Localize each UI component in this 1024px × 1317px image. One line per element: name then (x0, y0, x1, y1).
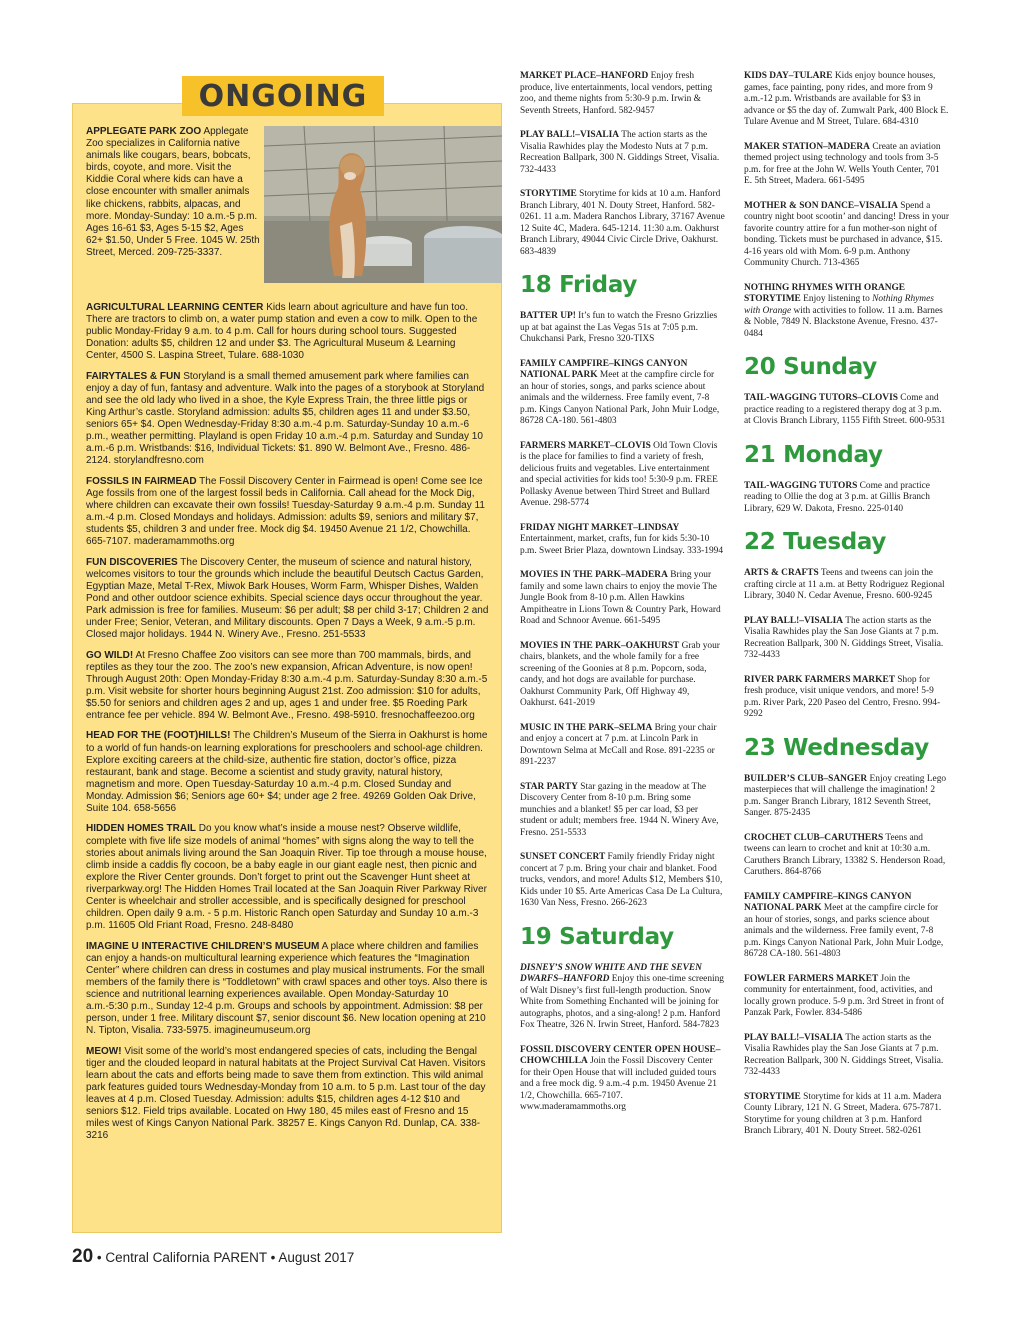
event-item (744, 1033, 949, 1079)
day-heading-friday: 18 Friday (520, 272, 638, 298)
event-body: Enjoy this one-time screening of Walt Disney’s first full-length production. Snow White from Something Enchanted will be joining for autographs, photos, and a sing-along! 2 p.m. Hanford Fox Theatre, 326 N. Irwin Street, Hanford. 584-7823 (520, 974, 724, 1030)
event-item (744, 283, 949, 341)
event-title: STORYTIME (744, 1091, 801, 1102)
event-body: Join the Fossil Discovery Center for their Open House that will included guided tours and a free mock dig. 9 a.m.-4 p.m. 19450 Avenue 21 1/2, Chowchilla. 665-7107. www.maderamammoths.org (520, 1056, 717, 1112)
event-body: Storytime for kids at 11 a.m. Madera County Library, 121 N. G Street, Madera. 675-7871. Storytime for young children at 3 p.m. Hanford Branch Library, 401 N. Douty Street. 582-0261 (744, 1091, 942, 1136)
event-title: FAMILY CAMPFIRE–KINGS CANYON NATIONAL PARK (744, 891, 912, 913)
event-item (520, 189, 725, 258)
event-body: Create an aviation themed project using technology and tools from 3-5 p.m. for free at the John W. Wells Youth Center, 701 E. 5th Street, Madera. 661-5495 (744, 141, 941, 186)
event-item (744, 393, 949, 428)
event-item (520, 852, 725, 910)
event-title: MOTHER & SON DANCE–VISALIA (744, 200, 898, 211)
event-title: STORYTIME (520, 189, 577, 199)
event-item (520, 359, 725, 428)
ongoing-item (86, 1046, 490, 1143)
day-heading-sunday: 20 Sunday (744, 354, 877, 380)
day-heading-saturday: 19 Saturday (520, 923, 674, 950)
event-title: STAR PARTY (520, 781, 578, 792)
event-body: Do you know what’s inside a mouse nest? Observe wildlife, complete with five life size models of animal “homes” with signs along the way to tell the stories about animals living around the San Joaquin River. Tip toe through a mouse house, climb inside a caddis fly cocoon, be a baby eagle in our giant eagle nest, then picnic and explore the River Center grounds. Don’t forget to print out the Scavenger Hunt sheet at riverparkway.org! The Hidden Homes Trail located at the San Joaquin River Parkway River Center is wheelchair and stroller accessible, and is specifically designed for preschool children. Open daily 9 a.m. - 5 p.m. Historic Ranch open Saturday and Sunday 10 a.m.-3 p.m. 11605 Old Friant Road, Fresno. 248-8480 (86, 823, 487, 932)
event-body: The Discovery Center, the museum of science and natural history, welcomes visitors to tour the grounds which include the beautiful Deutsch Cactus Garden, Egyptian Maze, Metal T-Rex, Miwok Bark Houses, Worm Farm, Whisper Dishes, Walden Pond and other outdoor science exhibits. Special science days occur throughout the year. Park admission is free for families. Museum: $6 per adult; $8 per child 3-17; Children 2 and under Free; Senior, Veteran, and Military discounts. Open 7 Days a Week, 9 a.m.-5 p.m. Closed major holidays. 1944 N. Winery Ave., Fresno. 251-5533 (86, 556, 489, 641)
event-item (744, 71, 949, 129)
event-item (520, 523, 725, 558)
calendar-column-2 (520, 71, 725, 1127)
event-title: SUNSET CONCERT (520, 852, 606, 862)
event-title: FAIRYTALES & FUN (86, 370, 181, 382)
event-body: Come and practice reading to Ollie the dog at 3 p.m. at Gillis Branch Library, 629 W. Dakota, Fresno. 225-0140 (744, 480, 930, 514)
event-item (520, 570, 725, 628)
ongoing-item (86, 823, 490, 932)
event-title: KIDS DAY–TULARE (744, 71, 833, 81)
event-title: FOWLER FARMERS MARKET (744, 973, 879, 984)
event-body: Bring your family and some lawn chairs to enjoy the movie The Jungle Book from 8-10 p.m. Allen Hawkins Ampitheatre in Lions Town & Country Park, Howard Road and Schnoor Avenue. 661-5495 (520, 570, 721, 626)
event-body: Join the community for entertainment, food, activities, and locally grown produce. 5-9 p.m. 3rd Street in front of Panzak Park, Fowler. 834-5486 (744, 973, 944, 1018)
event-title: APPLEGATE PARK ZOO (86, 126, 202, 137)
event-title: TAIL-WAGGING TUTORS–CLOVIS (744, 393, 898, 403)
event-body: Applegate Zoo specializes in California native animals like cougars, bears, bobcats, birds, coyote, and more. Visit the Kiddie Coral where kids can have a close encounter with smaller animals like chickens, rabbits, alpacas, and more. Monday-Sunday: 10 a.m.-5 p.m. Ages 16-61 $3, Ages 5-15 $2, Ages 62+ $1.50, Under 5 Free. 1045 W. 25th Street, Merced. 209-725-3337. (86, 126, 260, 258)
event-body: Teens and tweens can learn to crochet and knit at 10:30 a.m. Caruthers Branch Library, 13382 S. Henderson Road, Caruthers. 864-8766 (744, 832, 946, 877)
event-body: Enjoy creating Lego masterpieces that will challenge the imagination! 2 p.m. Sanger Branch Library, 1812 Seventh Street, Sanger. 875-2435 (744, 773, 947, 818)
event-title: FARMERS MARKET–CLOVIS (520, 440, 651, 451)
event-title: BUILDER’S CLUB–SANGER (744, 773, 868, 784)
event-title: MUSIC IN THE PARK–SELMA (520, 722, 653, 733)
event-title: CROCHET CLUB–CARUTHERS (744, 832, 884, 843)
ongoing-item (86, 557, 490, 642)
event-title: MOVIES IN THE PARK–MADERA (520, 570, 668, 580)
event-body: Storyland is a small themed amusement park where families can enjoy a day of fun, fantasy and adventure. Walk into the pages of a storybook at Storyland and see the old lady who lived in a shoe, the Kyle Express Train, the three little pigs or King Arthur’s castle. Storyland admission: adults $5, children ages 11 and under $3.50, seniors 65+ $4. Open Wednesday-Friday 8:30 a.m.-4 p.m. Saturday-Sunday 10 a.m.-6 p.m., weather permitting. Playland is open Friday 10 a.m.-4 p.m. Saturday and Sunday 10 a.m.-6 p.m. Wristbands: $16, Individual Tickets: $1. 890 W. Belmont Ave., Fresno. 486-2124. storylandfresno.com (86, 370, 485, 467)
event-body: Shop for fresh produce, visit unique vendors, and more! 5-9 p.m. River Park, 220 Paseo del Centro, Fresno. 994-9292 (744, 674, 941, 719)
event-title: MOVIES IN THE PARK–OAKHURST (520, 640, 680, 651)
event-body: Kids learn about agriculture and have fun too. There are tractors to climb on, a water pump station and even a cow to milk. Open to the public Monday-Friday 9 a.m. to 4 p.m. Call for hours during school tours. Suggested Donation: adults $5, children 12 and under $3. The Agricultural Museum & Learning Center, 4500 S. Laspina Street, Tulare. 688-1030 (86, 302, 478, 362)
event-title: AGRICULTURAL LEARNING CENTER (86, 302, 264, 313)
event-body: Spend a country night boot scootin’ and dancing! Dress in your favorite country attire for a fun mother-son night of bonding. Tickets must be purchased in advance, $15. 4-16 years old with Mom. 6-9 p.m. Anthony Community Church. 713-4365 (744, 200, 949, 268)
page-footer (72, 1246, 354, 1268)
event-title: MARKET PLACE–HANFORD (520, 71, 649, 81)
page-number: 20 (72, 1246, 94, 1267)
event-body: Enjoy fresh produce, live entertainments, local vendors, petting zoo, and theme nights from 5:30-9 p.m. Irwin & Seventh Streets, Hanford. 582-9457 (520, 71, 713, 116)
event-body: Kids enjoy bounce houses, games, face painting, pony rides, and more from 9 a.m.-12 p.m. Wristbands are available for $3 in advance or $5 the day of. Zumwalt Park, 400 Block E. Tulare Avenue and M Street, Tulare. 684-4310 (744, 71, 949, 127)
event-body: Star gazing in the meadow at The Discovery Center from 8-10 p.m. Bring some munchies and a blanket! $5 per car load, $3 per student or adult; members free. 1944 N. Winery Ave, Fresno. 251-5533 (520, 781, 719, 838)
event-title: FUN DISCOVERIES (86, 556, 178, 568)
event-body: The action starts as the Visalia Rawhides play the San Jose Giants at 7 p.m. Recreation Ballpark, 300 N. Giddings Street, Visalia. 732-4433 (744, 615, 944, 660)
ongoing-item (86, 371, 490, 468)
event-title: PLAY BALL!–VISALIA (744, 1032, 844, 1043)
event-item (744, 616, 949, 662)
ongoing-list (86, 302, 490, 1151)
event-body: Bring your chair and enjoy a concert at 7 p.m. at Lincoln Park in Downtown Selma at McCall and Rose. 891-2235 or 891-2237 (520, 722, 717, 767)
event-title: MEOW! (86, 1045, 122, 1057)
event-body: The Children’s Museum of the Sierra in Oakhurst is home to a world of fun hands-on learning explorations for preschoolers and school-age children. Explore exciting careers at the child-size, authentic fire station, doctor’s office, pizza restaurant, bank and stage. Become a scientist and study gravity, natural history, magnetism and more. Open Tuesday-Saturday 10 a.m.-4 p.m. Closed Sunday and Monday. Admission $6; Seniors age 60+ $4; under age 2 free. 49269 Golden Oak Drive, Suite 104. 658-5656 (86, 730, 488, 815)
cougar-photo (264, 126, 502, 283)
event-item (744, 142, 949, 188)
event-body: Visit some of the world’s most endangered species of cats, including the Bengal tiger and the clouded leopard in natural habitats at the Project Survival Cat Haven. Visitors learn about the cats and efforts being made to save them from extinction. This wild animal park features guided tours Wednesday-Monday from 10 a.m. to 5 p.m. Last tour of the day leaves at 4 p.m. Closed Tuesday. Admission: adults $15, children ages 4-12 $10 and seniors $12. Field trips available. Located on Hwy 180, 45 miles east of Fresno and 15 miles west of Kings Canyon National Park. 38257 E. Kings Canyon Rd. Dunlap, CA. 338-3216 (86, 1045, 486, 1142)
ongoing-item (86, 302, 490, 362)
event-title: FOSSIL DISCOVERY CENTER OPEN HOUSE–CHOWCHILLA (520, 1044, 721, 1066)
event-title: DISNEY’S SNOW WHITE AND THE SEVEN DWARFS–HANFORD (520, 962, 702, 984)
event-body: with activities to follow. 11 a.m. Barnes & Noble, 7849 N. Blackstone Avenue, Fresno. 437-0484 (744, 305, 943, 339)
footer-text: • Central California PARENT • August 2017 (93, 1250, 355, 1265)
ongoing-item-applegate (86, 126, 260, 259)
event-item (744, 481, 949, 516)
event-item (744, 675, 949, 721)
event-body: Old Town Clovis is the place for families to find a variety of fresh, delicious fruits and vegetables. Live entertainment and special activities for kids too! 5:30-9 p.m. FREE Pollasky Avenue between Third Street and Bullard Avenue. 298-5774 (520, 440, 718, 508)
event-body: Teens and tweens can join the crafting circle at 11 a.m. at Betty Rodriguez Regional Library, 3040 N. Cedar Avenue, Fresno. 600-9245 (744, 568, 945, 601)
event-body: Meet at the campfire circle for an hour of stories, songs, and parks science about animals and the wilderness. Free family event, 7-8 p.m. Kings Canyon National Park, John Muir Lodge, 86728 CA-180. 561-4803 (744, 903, 944, 959)
ongoing-item (86, 941, 490, 1038)
calendar-column-3 (744, 71, 949, 1151)
event-item (744, 774, 949, 820)
event-title: MAKER STATION–MADERA (744, 141, 870, 152)
event-body: The action starts as the Visalia Rawhides play the Modesto Nuts at 7 p.m. Recreation Ballpark, 300 N. Giddings Street, Visalia. 732-4433 (520, 130, 720, 175)
event-body-pre: Enjoy listening to (803, 294, 873, 304)
event-title: TAIL-WAGGING TUTORS (744, 480, 858, 491)
day-heading-tuesday: 22 Tuesday (744, 529, 887, 555)
event-item (520, 782, 725, 840)
event-title: PLAY BALL!–VISALIA (744, 615, 844, 626)
event-title: RIVER PARK FARMERS MARKET (744, 674, 895, 685)
day-heading-wednesday: 23 Wednesday (744, 734, 929, 761)
event-item (520, 641, 725, 710)
event-item (744, 201, 949, 270)
event-item (744, 1092, 949, 1138)
event-body: At Fresno Chaffee Zoo visitors can see more than 700 mammals, birds, and reptiles as they tour the zoo. The zoo’s new expansion, African Adventure, is now open! Through August 20th: Open Monday-Friday 8:30 a.m.-4 p.m. Saturday-Sunday 8:30 a.m.-5 p.m. Visit website for shorter hours beginning August 21st. Zoo admission: $10 for adults, $5.50 for seniors and children ages 2 and up, ages 1 and under free. $5 Roeding Park entrance fee per vehicle. 894 W. Belmont Ave., Fresno. 498-5910. fresnochaffeezoo.org (86, 649, 488, 722)
event-body: Come and practice reading to a registered therapy dog at 3 p.m. at Clovis Branch Library, 1155 Fifth Street. 600-9531 (744, 393, 946, 426)
event-item (520, 1045, 725, 1114)
event-title: FOSSILS IN FAIRMEAD (86, 475, 197, 487)
event-title: FAMILY CAMPFIRE–KINGS CANYON NATIONAL PARK (520, 358, 688, 380)
event-item (744, 892, 949, 961)
event-body: The Fossil Discovery Center in Fairmead is open! Come see Ice Age fossils from one of the largest fossil beds in California. Call ahead for the Mock Dig, where children can excavate their own fossils! Tuesday-Saturday 9 a.m.-4 p.m. Sunday 11 a.m.-4 p.m. Closed Mondays and holidays. Admission: adults $9, seniors and military $7, students $5, children 3 and under free. Mock dig $4. 19450 Avenue 21 1/2, Chowchilla. 665-7107. maderamammoths.org (86, 475, 485, 548)
event-title: IMAGINE U INTERACTIVE CHILDREN’S MUSEUM (86, 940, 320, 952)
event-body: Family friendly Friday night concert at 7 p.m. Bring your chair and blanket. Food trucks, vendors, and more! Adults $12, Members $10, Kids under 10 $5. Arte Americas Casa De La Cultura, 1630 Van Ness, Fresno. 266-2623 (520, 852, 723, 908)
event-body: It’s fun to watch the Fresno Grizzlies up at bat against the Las Vegas 51s at 7:05 p.m. Chukchansi Park, Fresno 320-TIXS (520, 311, 718, 344)
ongoing-item (86, 730, 490, 815)
event-item (744, 833, 949, 879)
event-title: HEAD FOR THE (FOOT)HILLS! (86, 730, 231, 742)
event-title: HIDDEN HOMES TRAIL (86, 823, 196, 835)
event-body: The action starts as the Visalia Rawhides play the San Jose Giants at 7 p.m. Recreation Ballpark, 300 N. Giddings Street, Visalia. 732-4433 (744, 1032, 944, 1077)
event-title: PLAY BALL!–VISALIA (520, 130, 620, 140)
event-body: Entertainment, market, crafts, fun for kids 5:30-10 p.m. Sweet Brier Plaza, downtown Lindsay. 333-1994 (520, 534, 724, 556)
event-item (520, 71, 725, 117)
event-item (520, 723, 725, 769)
day-heading-monday: 21 Monday (744, 441, 883, 468)
event-body: Storytime for kids at 10 a.m. Hanford Branch Library, 401 N. Douty Street, Hanford. 582-0261. 11 a.m. Madera Ranchos Library, 37167 Avenue 12 Suite 4C, Madera. 645-1214. 11:30 a.m. Oakhurst Branch Library, 49044 Civic Circle Drive, Oakhurst. 683-4839 (520, 189, 725, 257)
event-item (744, 974, 949, 1020)
event-item (520, 441, 725, 510)
ongoing-item (86, 476, 490, 549)
event-title: FRIDAY NIGHT MARKET–LINDSAY (520, 522, 680, 533)
event-item (520, 130, 725, 176)
ongoing-item (86, 650, 490, 723)
ongoing-banner: ONGOING (182, 76, 384, 116)
event-body: A place where children and families can enjoy a hands-on multicultural learning experience which features the “Imagination Center” where children can dress in costumes and play musical instruments. For the small members of the family there is “Toddletown” with crawl spaces and other toys. Also there is science and nutritional learning experiences available. Open Monday-Saturday 10 a.m.-5:30 p.m., Sunday 12-4 p.m. Groups and schools by appointment. Admission: $8 per person, under 1 free. Military discount $7, senior discount $6. New location opening at 210 N. Tipton, Visalia. 733-5975. imagineumuseum.org (86, 940, 488, 1037)
book-title: Nothing Rhymes with Orange (744, 294, 934, 316)
event-title: ARTS & CRAFTS (744, 568, 819, 578)
event-item (520, 963, 725, 1032)
event-item (520, 311, 725, 346)
event-title: BATTER UP! (520, 311, 576, 321)
event-body: Meet at the campfire circle for an hour of stories, songs, and parks science about animals and the wilderness. Free family event, 7-8 p.m. Kings Canyon National Park, John Muir Lodge, 86728 CA-180. 561-4803 (520, 370, 720, 426)
event-body: Grab your chairs, blankets, and the whole family for a free screening of the Goonies at 8 p.m. Popcorn, soda, candy, and hot dogs are available for purchase. Oakhurst Community Park, Off Highway 49, Oakhurst. 641-2019 (520, 640, 720, 708)
event-title: NOTHING RHYMES WITH ORANGE STORYTIME (744, 282, 906, 304)
event-item (744, 568, 949, 603)
event-title: GO WILD! (86, 649, 134, 661)
